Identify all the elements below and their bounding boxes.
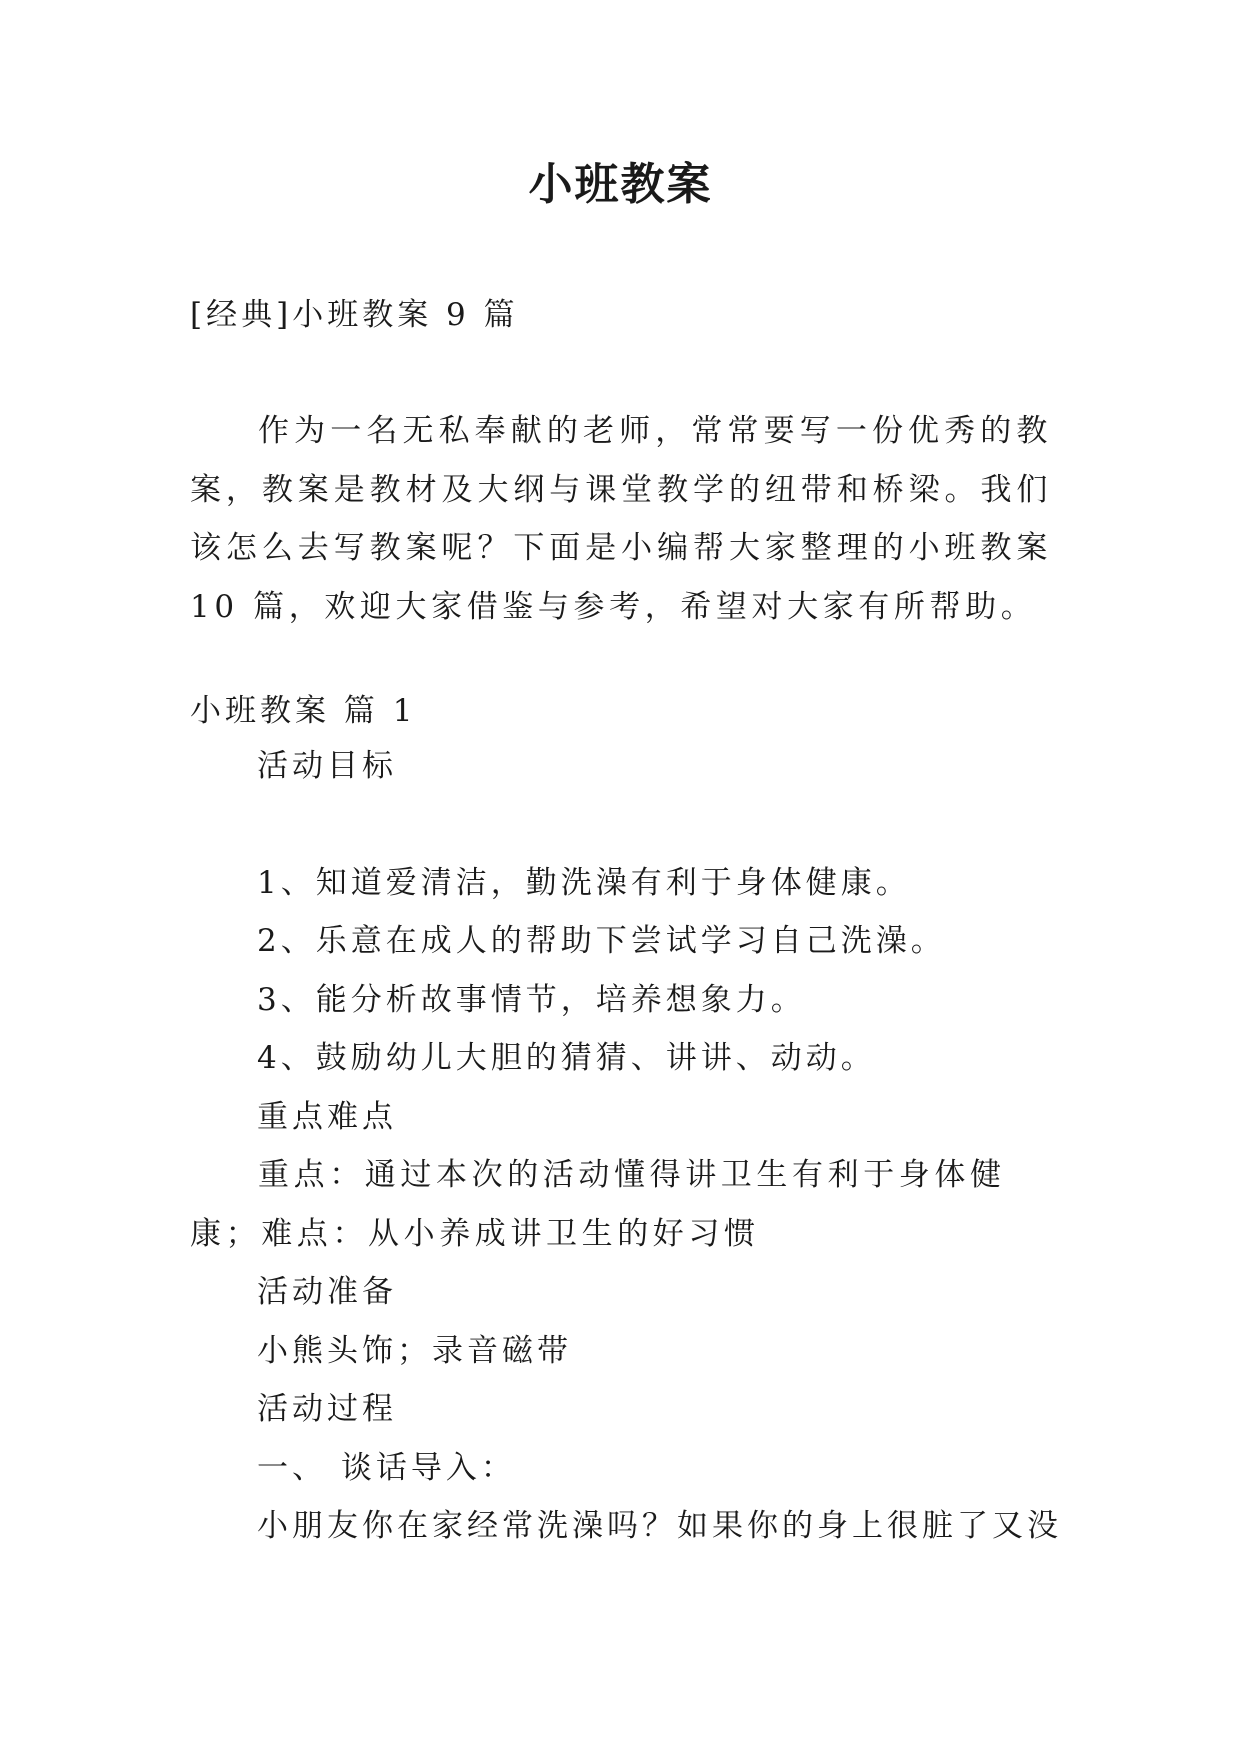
- goal-item: 2、乐意在成人的帮助下尝试学习自己洗澡。: [257, 923, 946, 959]
- preparation-text: 小熊头饰；录音磁带: [257, 1333, 572, 1369]
- process-step-heading: 一、 谈话导入：: [257, 1450, 516, 1486]
- key-points-paragraph: 重点：通过本次的活动懂得讲卫生有利于身体健康；难点：从小养成讲卫生的好习惯: [190, 1157, 1006, 1252]
- goal-item: 1、知道爱清洁，勤洗澡有利于身体健康。: [257, 865, 911, 901]
- goal-item: 3、能分析故事情节，培养想象力。: [257, 982, 806, 1018]
- section-heading: 小班教案 篇 1: [190, 693, 417, 729]
- intro-paragraph: 作为一名无私奉献的老师，常常要写一份优秀的教案，教案是教材及大纲与课堂教学的纽带和桥梁。我们该怎么去写教案呢？下面是小编帮大家整理的小班教案 10 篇，欢迎大家借鉴与参考，希望对大家有所帮助。: [190, 413, 1052, 625]
- key-difficulty-heading: 重点难点: [257, 1099, 397, 1135]
- activity-goals-heading: 活动目标: [257, 748, 397, 784]
- document-title: 小班教案: [528, 159, 713, 210]
- activity-process-heading: 活动过程: [257, 1391, 397, 1427]
- activity-preparation-heading: 活动准备: [257, 1274, 397, 1310]
- document-subtitle: [经典]小班教案 9 篇: [190, 297, 519, 333]
- goal-item: 4、鼓励幼儿大胆的猜猜、讲讲、动动。: [257, 1040, 876, 1076]
- body-text: 小朋友你在家经常洗澡吗？如果你的身上很脏了又没: [257, 1508, 1062, 1544]
